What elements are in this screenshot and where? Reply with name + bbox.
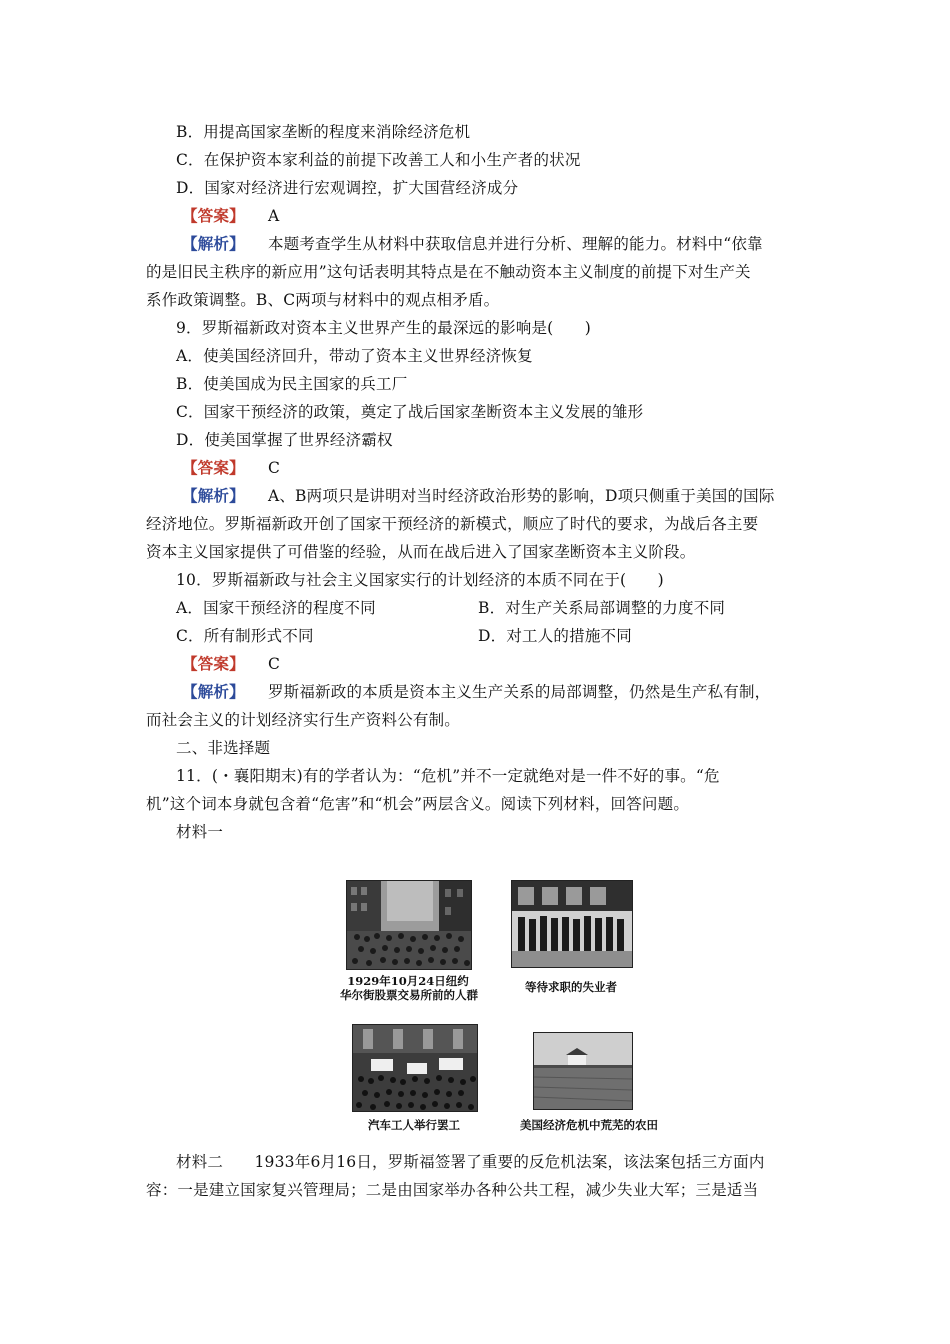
q8-answer: A — [267, 207, 280, 225]
strike-photo-image — [353, 1025, 477, 1111]
q11-stem-line2: 机”这个词本身就包含着“危害”和“机会”两层含义。阅读下列材料，回答问题。 — [146, 795, 690, 813]
q9-option-b: B．使美国成为民主国家的兵工厂 — [176, 375, 408, 393]
q8-analysis-line2: 的是旧民主秩序的新应用”这句话表明其特点是在不触动资本主义制度的前提下对生产关 — [146, 263, 751, 281]
q8-answer-line — [182, 206, 279, 226]
photo1-caption-line1: 1929年10月24日纽约 — [347, 974, 469, 988]
photo-auto-workers-strike — [352, 1024, 478, 1112]
photo-unemployed-waiting — [511, 880, 633, 968]
farmland-photo-image — [534, 1033, 632, 1109]
q10-analysis-line2: 而社会主义的计划经济实行生产资料公有制。 — [146, 711, 461, 729]
q9-analysis-line3: 资本主义国家提供了可借鉴的经验，从而在战后进入了国家垄断资本主义阶段。 — [146, 543, 696, 561]
answer-tag: 【答案】 — [182, 458, 245, 477]
section-heading: 二、非选择题 — [176, 739, 271, 757]
q9-option-a: A．使美国经济回升，带动了资本主义世界经济恢复 — [176, 347, 533, 365]
q11-material2-line2: 容：一是建立国家复兴管理局；二是由国家举办各种公共工程，减少失业大军；三是适当 — [146, 1181, 759, 1199]
analysis-tag: 【解析】 — [182, 486, 245, 505]
q11-material2-line1: 材料二 1933年6月16日，罗斯福签署了重要的反危机法案，该法案包括三方面内 — [176, 1153, 765, 1171]
q10-options-row1 — [176, 598, 796, 618]
q10-option-b: B．对生产关系局部调整的力度不同 — [478, 599, 726, 617]
q8-analysis-line3: 系作政策调整。B、C两项与材料中的观点相矛盾。 — [146, 291, 500, 309]
analysis-tag: 【解析】 — [182, 234, 245, 253]
photo-wall-street-crowd — [346, 880, 472, 970]
answer-tag: 【答案】 — [182, 654, 245, 673]
photo3-caption: 汽车工人举行罢工 — [368, 1118, 460, 1132]
q8-analysis-line1 — [182, 234, 763, 254]
q10-analysis-line1 — [182, 682, 770, 702]
q9-option-c: C．国家干预经济的政策，奠定了战后国家垄断资本主义发展的雏形 — [176, 403, 644, 421]
analysis-tag: 【解析】 — [182, 682, 245, 701]
q11-material1-label: 材料一 — [176, 823, 224, 841]
q9-analysis-text1: A、B两项只是讲明对当时经济政治形势的影响，D项只侧重于美国的国际 — [267, 487, 775, 505]
photo1-caption — [340, 974, 476, 1002]
q10-answer: C — [267, 655, 281, 673]
q9-option-d: D．使美国掌握了世界经济霸权 — [176, 431, 393, 449]
q9-answer: C — [267, 459, 281, 477]
q9-answer-line — [182, 458, 280, 478]
unemployed-photo-image — [512, 881, 632, 967]
q8-option-b: B．用提高国家垄断的程度来消除经济危机 — [176, 123, 471, 141]
photo2-caption: 等待求职的失业者 — [525, 980, 617, 994]
q10-answer-line — [182, 654, 280, 674]
q10-stem: 10．罗斯福新政与社会主义国家实行的计划经济的本质不同在于( ) — [176, 571, 664, 589]
photo1-caption-line2: 华尔街股票交易所前的人群 — [340, 988, 478, 1002]
photo4-caption: 美国经济危机中荒芜的农田 — [520, 1118, 658, 1132]
q10-option-d: D．对工人的措施不同 — [478, 627, 632, 645]
q9-analysis-line2: 经济地位。罗斯福新政开创了国家干预经济的新模式，顺应了时代的要求，为战后各主要 — [146, 515, 759, 533]
q8-analysis-text1: 本题考查学生从材料中获取信息并进行分析、理解的能力。材料中“依靠 — [267, 235, 763, 253]
crowd-photo-image — [347, 881, 471, 969]
q10-option-a: A．国家干预经济的程度不同 — [176, 599, 376, 617]
q10-analysis-text1: 罗斯福新政的本质是资本主义生产关系的局部调整，仍然是生产私有制， — [267, 683, 771, 701]
q8-option-d: D．国家对经济进行宏观调控，扩大国营经济成分 — [176, 179, 519, 197]
q10-option-c: C．所有制形式不同 — [176, 627, 314, 645]
q9-analysis-line1 — [182, 486, 775, 506]
photo-barren-farmland — [533, 1032, 633, 1110]
q8-option-c: C．在保护资本家利益的前提下改善工人和小生产者的状况 — [176, 151, 581, 169]
q11-stem-line1: 11．(・襄阳期末)有的学者认为：“危机”并不一定就绝对是一件不好的事。“危 — [176, 767, 720, 785]
q9-stem: 9．罗斯福新政对资本主义世界产生的最深远的影响是( ) — [176, 319, 592, 337]
answer-tag: 【答案】 — [182, 206, 245, 225]
q10-options-row2 — [176, 626, 796, 646]
